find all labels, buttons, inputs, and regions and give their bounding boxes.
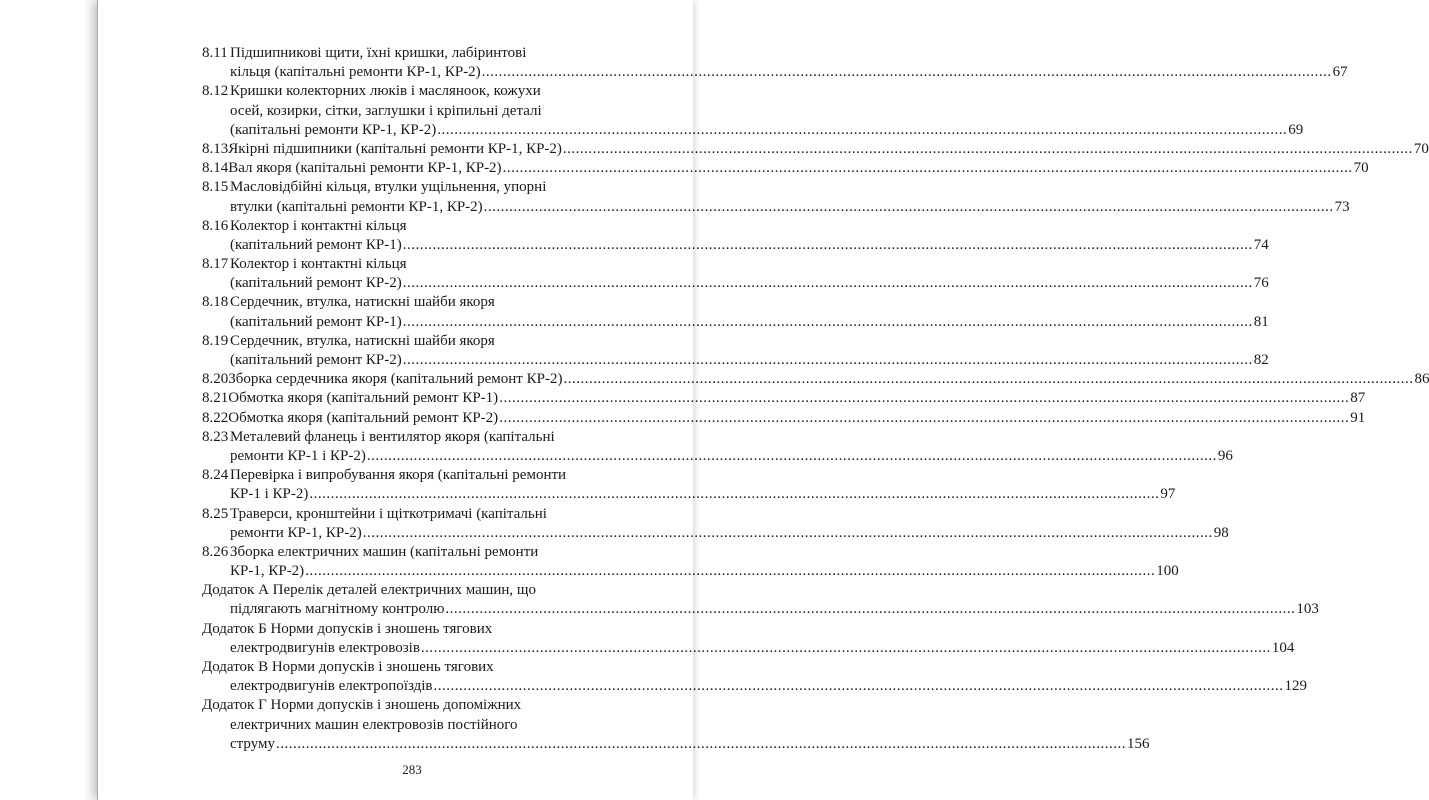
toc-entry-text: електродвигунів електропоїздів [230, 678, 433, 695]
toc-entry-text: Додаток А Перелік деталей електричних машин, що [202, 582, 536, 599]
toc-entry-number: 8.26 [202, 543, 229, 560]
toc-entry [202, 409, 1366, 428]
toc-page-number: 76 [1253, 275, 1269, 292]
toc-leader-dots: ........................................................................................................................................................................................................ [309, 486, 1160, 503]
toc-entry-text: осей, козирки, сітки, заглушки і кріпильні деталі [230, 102, 542, 119]
toc-entry-number: 8.19 [202, 332, 229, 349]
toc-page-number: 74 [1253, 236, 1269, 253]
toc-entry-text: ремонти КР-1 і КР-2) [230, 447, 366, 464]
toc-entry-text: втулки (капітальні ремонти КР-1, КР-2) [230, 198, 483, 215]
toc-entry [202, 178, 1350, 216]
toc-entry-text: Додаток Б Норми допусків і зношень тягових [202, 620, 493, 637]
toc-leader-dots: ........................................................................................................................................................................................................ [305, 563, 1156, 580]
toc-entry-text: (капітальний ремонт КР-1) [230, 313, 402, 330]
toc-entry-text: Зборка сердечника якоря (капітальний ремонт КР-2) [228, 371, 563, 388]
toc-leader-dots: ........................................................................................................................................................................................................ [402, 313, 1253, 330]
toc-entry-text: кільця (капітальні ремонти КР-1, КР-2) [230, 64, 481, 81]
toc-entry-number: 8.21 [202, 390, 229, 407]
toc-page-number: 70 [1413, 140, 1429, 157]
toc-entry-number: 8.22 [202, 409, 229, 426]
toc-leader-dots: ........................................................................................................................................................................................................ [276, 735, 1126, 752]
toc-entry-number: 8.24 [202, 467, 229, 484]
toc-entry-text: (капітальний ремонт КР-1) [230, 236, 402, 253]
toc-entry-text: ремонти КР-1, КР-2) [230, 524, 362, 541]
toc-page-number: 91 [1350, 409, 1366, 426]
toc-entry [202, 389, 1366, 408]
toc-leader-dots: ........................................................................................................................................................................................................ [483, 198, 1334, 215]
toc-leader-dots: ........................................................................................................................................................................................................ [445, 601, 1296, 618]
toc-entry-text: струму [230, 735, 275, 752]
toc-page-number: 81 [1253, 313, 1269, 330]
toc-leader-dots: ........................................................................................................................................................................................................ [499, 390, 1350, 407]
toc-entry-text: (капітальні ремонти КР-1, КР-2) [230, 121, 437, 138]
table-of-contents [202, 44, 1429, 754]
toc-page-number: 86 [1414, 371, 1429, 388]
toc-page-number: 156 [1127, 735, 1150, 752]
toc-page-number: 104 [1271, 639, 1295, 656]
toc-entry [202, 370, 1429, 389]
toc-entry-text: Якірні підшипники (капітальні ремонти КР-1, КР-2) [228, 140, 562, 157]
toc-entry [202, 44, 1348, 82]
toc-entry-number: 8.18 [202, 294, 229, 311]
toc-entry-text: Колектор і контактні кільця [230, 217, 407, 234]
toc-page-number: 96 [1217, 447, 1233, 464]
toc-entry [202, 658, 1307, 696]
toc-entry-number: 8.16 [202, 217, 229, 234]
toc-page-number: 70 [1353, 160, 1369, 177]
toc-page-number: 73 [1334, 198, 1350, 215]
toc-page-number: 103 [1296, 601, 1319, 618]
toc-entry-text: Зборка електричних машин (капітальні ремонти [230, 543, 539, 560]
toc-entry-text: Обмотка якоря (капітальний ремонт КР-2) [228, 409, 499, 426]
toc-entry [202, 620, 1295, 658]
toc-entry-text: Вал якоря (капітальні ремонти КР-1, КР-2) [228, 160, 502, 177]
page-number: 283 [402, 762, 422, 777]
toc-entry-text: Колектор і контактні кільця [230, 256, 407, 273]
toc-leader-dots: ........................................................................................................................................................................................................ [402, 275, 1253, 292]
toc-entry-number: 8.20 [202, 371, 229, 388]
toc-entry-text: електродвигунів електровозів [230, 639, 420, 656]
toc-entry [202, 159, 1369, 178]
toc-entry [202, 581, 1319, 619]
toc-entry [202, 332, 1269, 370]
toc-entry [202, 505, 1229, 543]
toc-entry-number: 8.14 [202, 160, 229, 177]
toc-leader-dots: ........................................................................................................................................................................................................ [362, 524, 1213, 541]
toc-leader-dots: ........................................................................................................................................................................................................ [402, 236, 1253, 253]
toc-leader-dots: ........................................................................................................................................................................................................ [563, 371, 1414, 388]
toc-entry [202, 543, 1179, 581]
toc-entry-text: Обмотка якоря (капітальний ремонт КР-1) [228, 390, 499, 407]
toc-entry [202, 217, 1269, 255]
toc-entry [202, 466, 1176, 504]
toc-page-number: 100 [1156, 563, 1179, 580]
toc-page-number: 67 [1332, 64, 1348, 81]
toc-leader-dots: ........................................................................................................................................................................................................ [402, 352, 1253, 368]
toc-entry-text: (капітальний ремонт КР-2) [230, 352, 402, 368]
toc-entry-text: Кришки колекторних люків і масляноок, кожухи [230, 83, 541, 100]
toc-page-number: 87 [1350, 390, 1366, 407]
toc-leader-dots: ........................................................................................................................................................................................................ [562, 140, 1413, 157]
toc-entry-text: Підшипникові щити, їхні кришки, лабіринтові [230, 45, 527, 61]
toc-leader-dots: ........................................................................................................................................................................................................ [437, 121, 1288, 138]
toc-entry-text: Металевий фланець і вентилятор якоря (капітальні [230, 428, 555, 445]
toc-entry-number: 8.23 [202, 428, 229, 445]
toc-entry-number: 8.11 [202, 45, 228, 61]
toc-entry-number: 8.17 [202, 256, 229, 273]
toc-entry-number: 8.12 [202, 83, 229, 100]
toc-leader-dots: ........................................................................................................................................................................................................ [502, 160, 1353, 177]
toc-entry-text: КР-1, КР-2) [230, 563, 305, 580]
toc-entry [202, 293, 1269, 331]
toc-entry-number: 8.15 [202, 179, 229, 196]
toc-entry [202, 140, 1429, 159]
toc-entry-text: Сердечник, втулка, натискні шайби якоря [230, 294, 495, 311]
toc-entry-text: Додаток Г Норми допусків і зношень допоміжних [202, 697, 522, 714]
toc-entry-text: Траверси, кронштейни і щіткотримачі (капітальні [230, 505, 547, 522]
toc-leader-dots: ........................................................................................................................................................................................................ [366, 447, 1217, 464]
toc-entry [202, 82, 1304, 140]
toc-leader-dots: ........................................................................................................................................................................................................ [420, 639, 1271, 656]
toc-entry [202, 255, 1269, 293]
toc-entry [202, 428, 1233, 466]
toc-entry-text: електричних машин електровозів постійного [230, 716, 518, 733]
toc-entry-number: 8.13 [202, 140, 229, 157]
toc-entry [202, 696, 1150, 754]
toc-entry-text: Додаток В Норми допусків і зношень тягових [202, 659, 494, 675]
toc-entry-text: підлягають магнітному контролю [230, 601, 445, 618]
toc-entry-number: 8.25 [202, 505, 229, 522]
toc-page-number: 69 [1288, 121, 1304, 138]
toc-page-number: 129 [1284, 678, 1307, 695]
toc-leader-dots: ........................................................................................................................................................................................................ [499, 409, 1350, 426]
toc-page-number: 98 [1213, 524, 1229, 541]
toc-entry-text: (капітальний ремонт КР-2) [230, 275, 402, 292]
toc-entry-text: КР-1 і КР-2) [230, 486, 309, 503]
toc-page-number: 97 [1160, 486, 1176, 503]
toc-entry-text: Перевірка і випробування якоря (капітальні ремонти [230, 467, 567, 484]
toc-leader-dots: ........................................................................................................................................................................................................ [481, 64, 1332, 81]
toc-entry-text: Масловідбійні кільця, втулки ущільнення, упорні [230, 179, 547, 196]
toc-entry-text: Сердечник, втулка, натискні шайби якоря [230, 332, 495, 349]
toc-leader-dots: ........................................................................................................................................................................................................ [433, 678, 1284, 695]
toc-page-number: 82 [1253, 352, 1269, 368]
